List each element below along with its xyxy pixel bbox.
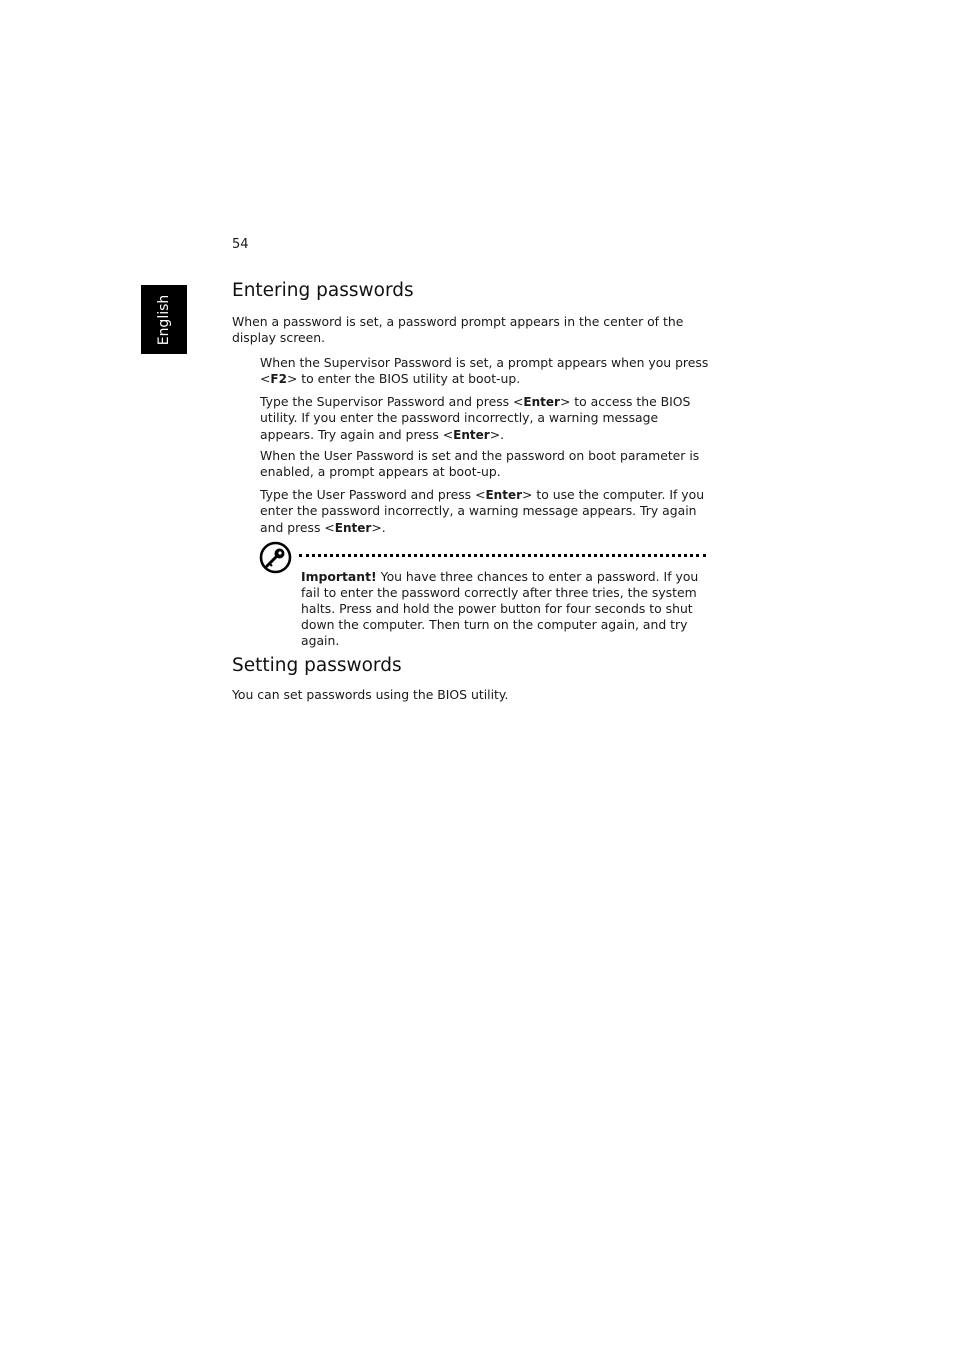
important-note: [301, 569, 711, 649]
intro-paragraph: When a password is set, a password prompt appears in the center of the display screen.: [232, 314, 684, 346]
note-label: Important!: [301, 569, 377, 584]
language-tab: [141, 285, 187, 354]
key-label: F2: [270, 372, 287, 387]
text-span: >.: [371, 519, 386, 535]
key-label: Enter: [453, 427, 490, 442]
text-span: > to access the BIOS utility. If you enter the password incorrectly, a warning message appears. Try again and press <: [260, 394, 691, 442]
key-label: Enter: [485, 488, 523, 502]
supervisor-entry-paragraph: [260, 394, 712, 443]
page-number: 54: [232, 237, 249, 252]
text-span: When the Supervisor Password is set, a prompt appears when you press <: [260, 355, 709, 387]
note-divider: [299, 554, 706, 557]
language-tab-label: English: [156, 294, 172, 345]
important-icon: [259, 541, 292, 574]
note-text: You have three chances to enter a password. If you fail to enter the password correctly after three tries, the system halts. Press and hold the power button for four seconds to shut down the computer. Then turn on the computer again, and try again.: [301, 569, 699, 649]
text-span: Type the User Password and press <: [260, 487, 486, 502]
section-heading-setting-passwords: Setting passwords: [232, 655, 402, 676]
user-entry-paragraph: [260, 487, 712, 536]
text-span: Type the Supervisor Password and press <: [260, 394, 524, 409]
key-label: Enter: [523, 395, 560, 409]
text-span: >.: [489, 426, 505, 442]
supervisor-prompt-paragraph: [260, 355, 712, 388]
section-heading-entering-passwords: Entering passwords: [232, 280, 414, 301]
text-span: > to use the computer. If you enter the password incorrectly, a warning message appears. Try again and press <: [260, 487, 705, 535]
text-span: > to enter the BIOS utility at boot-up.: [286, 371, 521, 387]
key-label: Enter: [334, 520, 372, 535]
user-password-paragraph: When the User Password is set and the password on boot parameter is enabled, a prompt appears at boot-up.: [260, 448, 700, 480]
setting-paragraph: You can set passwords using the BIOS utility.: [232, 687, 509, 702]
